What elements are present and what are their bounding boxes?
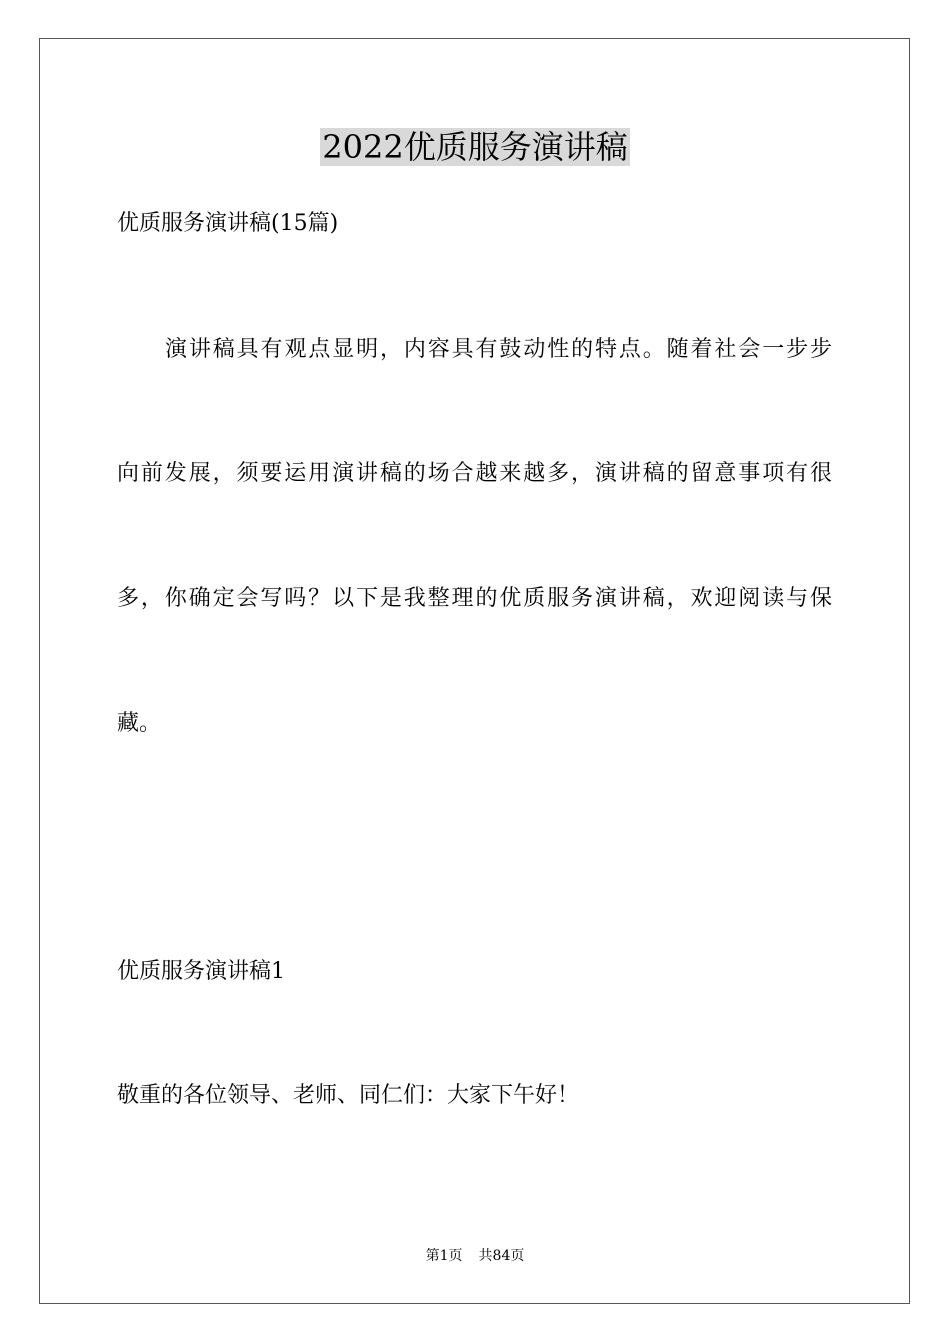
- intro-line-2: 向前发展，须要运用演讲稿的场合越来越多，演讲稿的留意事项有很: [117, 461, 833, 486]
- intro-line-4: 藏。: [117, 711, 162, 736]
- page-number: 第1页: [425, 1248, 463, 1264]
- page-total: 共84页: [478, 1248, 525, 1264]
- section-heading: 优质服务演讲稿1: [117, 959, 285, 984]
- intro-line-3: 多，你确定会写吗？以下是我整理的优质服务演讲稿，欢迎阅读与保: [117, 586, 833, 611]
- page-footer: [0, 1246, 950, 1266]
- document-subtitle: 优质服务演讲稿(15篇): [117, 211, 339, 236]
- document-title: [0, 124, 950, 170]
- document-title-text: 2022优质服务演讲稿: [322, 128, 628, 166]
- greeting-line: 敬重的各位领导、老师、同仁们：大家下午好！: [117, 1083, 580, 1108]
- intro-line-1: 演讲稿具有观点显明，内容具有鼓动性的特点。随着社会一步步: [165, 337, 833, 362]
